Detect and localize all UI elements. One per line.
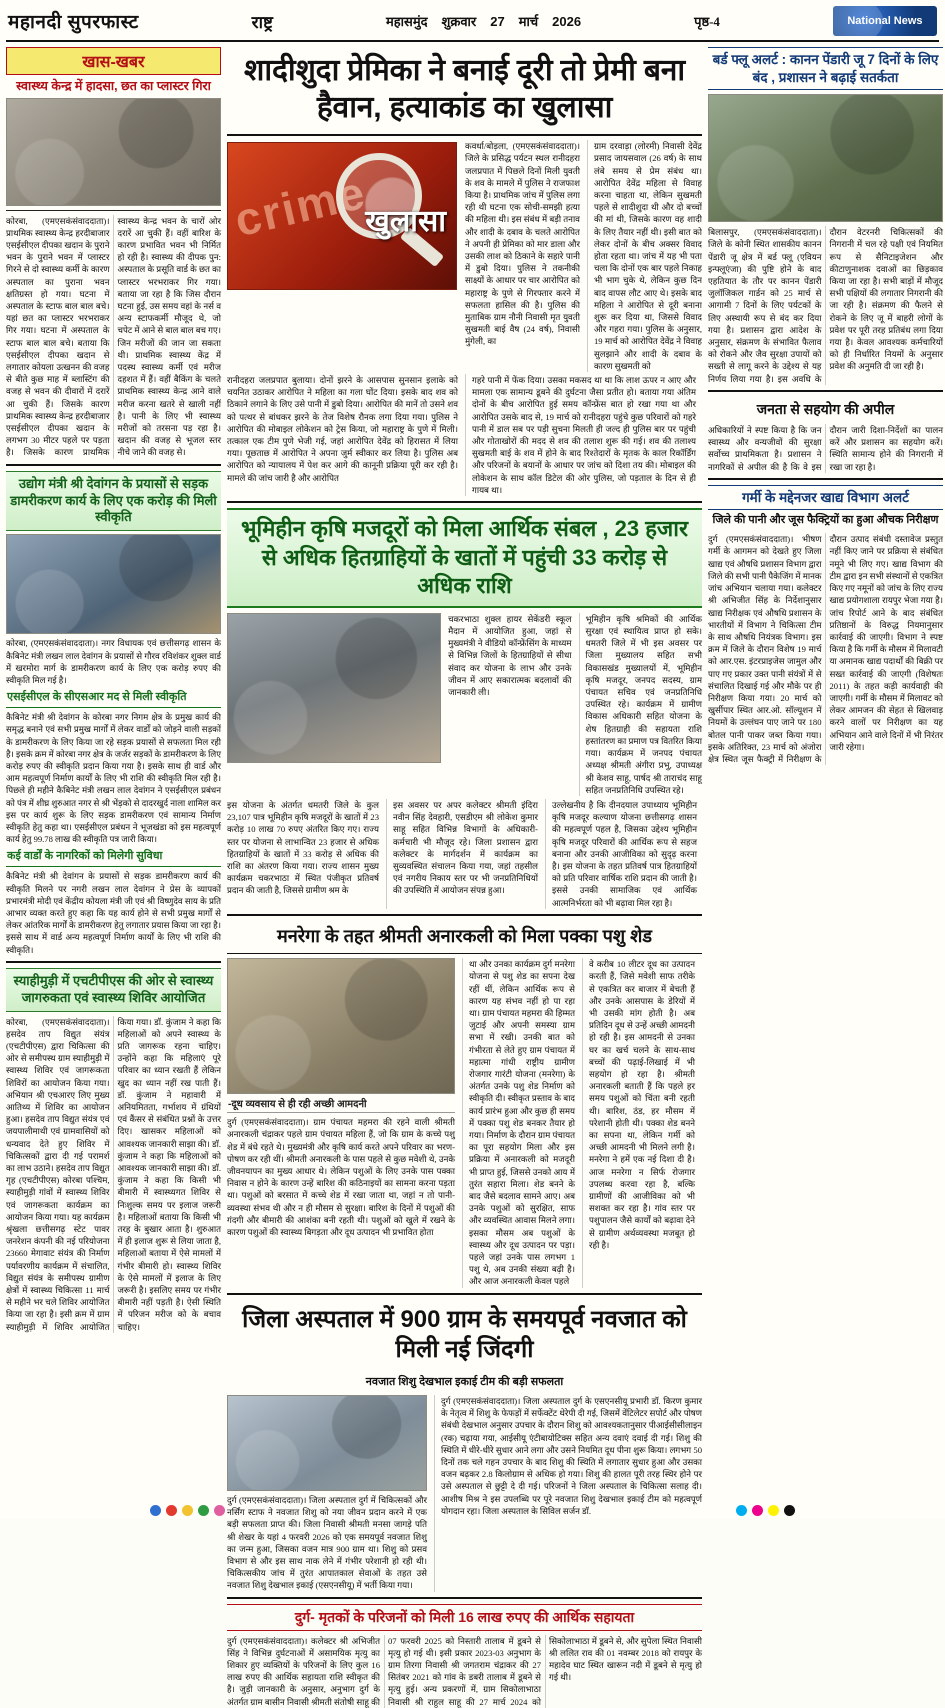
mid-story4-col-2: दुर्ग (एमएसकंसंवाददाता)। जिला अस्पताल दुर्ग के एसएनसीयू प्रभारी डॉ. किरण कुमार के नेतृत्व में शिशु के फेफड़ों में सर्फेक्टेंट थेरेपी दी गई, जिसमें वेंटिलेटर सपोर्ट और पोषण संबंधी देखभाल अनुसार उपचार के दौरान शिशु को आवश्यकतानुसार पीआईसीसीलाइन (रक) चढ़ाया गया, आईसीयू एंटीबायोटिक्स सहित अन्य दवाएं दवाई दी गई। शिशु की स्थिति में धीरे-धीरे सुधार आने लगा और उसने नियमित दूध पीना शुरू किया। लगभग 50 दिनों तक चले गहन उपचार के बाद शिशु की स्थिति में लगातार सुधार हुआ और उसका वजन बढ़कर 2.8 किलोग्राम से अधिक हो गया। शिशु की हालत पूरी तरह स्थिर होने पर उसे अस्पताल से छुट्टी दे दी गई। परिजनों ने जिला अस्पताल के चिकित्सा सलाह दी। आशीष मिश्र ने इस उपलब्धि पर पूरे नवजात शिशु देखभाल इकाई टीम को महत्वपूर्ण योगदान रहा। जिला अस्पताल के सिविल सर्जन डॉ. bbox=[434, 1395, 702, 1592]
khas-khabar-banner: खास-खबर bbox=[6, 47, 221, 75]
right-story3-body: दुर्ग (एमएसकंसंवाददाता)। भीषण गर्मी के आगमन को देखते हुए जिला खाद्य एवं औषधि प्रशासन विभाग द्वारा जिले की सभी पानी पैकेजिंग में मानक जांच अभियान चलाया गया। कलेक्टर श्री अभिजीत सिंह के निर्देशानुसार खाद्य निरीक्षक एवं औषधि प्रशासन के भारतीयों में विभाग ने चिकित्सा टीम के साथ औषधि नियंत्रक विभाग। इस क्रम में जिले के दौरान विशेष 19 मार्च को आर.एस. इंटरप्राइजेस जामुल और पाए गए प्रकार उक्त पानी संयंत्रों में से संचालित दिखाई गई और मौके पर ही निरीक्षण किया गया। 20 मार्च को खुर्सीपार स्थित आर.ओ. सॉल्यूशन में नियमों के उल्लंघन पाए जाने पर 180 बोतल पानी पाकर जब्त किया गया। इसके अतिरिक्त, 23 मार्च को अंजोरा क्षेत्र स्थित जूस फैक्ट्री में निरीक्षण के दौरान उत्पाद संबंधी दस्तावेज प्रस्तुत नहीं किए जाने पर प्रक्रिया से संबंधित नमूने भी लिए गए। खाद्य विभाग की टीम द्वारा इन सभी संस्थानों से एकत्रित किए गए नमूनों को जांच के लिए राज्य खाद्य प्रयोगशाला रायपुर भेजा गया है। जांच रिपोर्ट आने के बाद संबंधित प्रतिष्ठानों के विरुद्ध नियमानुसार कार्रवाई की जाएगी। विभाग ने स्पष्ट किया है कि गर्मी के मौसम में मिलावटी या अमानक खाद्य पदार्थों की बिक्री पर सख्त कार्रवाई की जाएगी (विशेषतः 2011) के तहत कड़ी कार्यवाही की जाएगी। गर्मी के मौसम में मिलावट को लेकर आमजन की सेहत से खिलवाड़ करने वालों पर निरीक्षण का यह अभियान आने वाले दिनों में भी निरंतर जारी रहेगा। bbox=[708, 534, 943, 764]
mid-story4-subhead: नवजात शिशु देखभाल इकाई टीम की बड़ी सफलता bbox=[365, 1376, 564, 1389]
left-story2-sub1-headline: एसईसीएल के सीएसआर मद से मिली स्वीकृति bbox=[6, 686, 221, 708]
mid-story3-col-2: था और उनका कार्यक्रम दुर्ग मनरेगा योजना से पशु शेड का सपना देख रहीं थीं, लेकिन आर्थिक रूप से कारण यह संभव नहीं हो पा रहा था। ग्राम पंचायत महमरा की हिम्मत जुटाई और अपनी समस्या ग्राम सभा में रखी। उनकी बात को गंभीरता से लेते हुए ग्राम पंचायत में महात्मा गांधी राष्ट्रीय ग्रामीण रोजगार गारंटी योजना (मनरेगा) के अंतर्गत उनके पशु शेड निर्माण को स्वीकृति दी। स्वीकृत प्रस्ताव के बाद कार्य प्रारंभ हुआ और कुछ ही समय में पक्का पशु शेड बनकर तैयार हो गया। निर्माण के दौरान ग्राम पंचायत का पूरा सहयोग मिला और इस प्रक्रिया में अनारकली को मजदूरी भी प्राप्त हुई, जिससे उनको आय में तुरंत सहारा मिला। शेड बनने के बाद जैसे बदलाव सामने आए। अब उनके पशुओं को सुरक्षित, साफ और व्यवस्थित आवास मिलने लगा। इसका मौसम अब पशुओं के स्वास्थ्य और दूध उत्पादन पर पड़ा। पहले जहां उनके पास लगभग 1 पशु थे, अब उनकी संख्या बढ़ी है। और आज अनारकली केवल पहले bbox=[462, 958, 575, 1287]
mid-story3-col-1: दुर्ग (एमएसकंसंवाददाता)। ग्राम पंचायत महमरा की रहने वाली श्रीमती अनारकली चंद्राकर पहले ग्राम पंचायत महिला हैं, जो कि ग्राम के कच्चे पशु शेड में बंधे रहते थे। मुख्यमंत्री और कृषि कार्य करते अपने परिवार का भरण-पोषण कर रही थीं। श्रीमती अनारकली के पास पहले से कुछ मवेशी थे, उनके जीवनयापन का मुख्य आधार थे। लेकिन पशुओं के लिए उनके पास पक्का निवास न होने के कारण उन्हें बारिश की कठिनाइयों का सामना करना पड़ता था। पशुओं को बरसात में कच्चे शेड में रखा जाता था, जहां न तो पानी-व्यवस्था संभव थी और न ही मौसम से सुरक्षा। बारिश के दिनों में पशुओं की गंदगी और बीमारी की आशंका बनी रहती थी। पशुओं को खुले में रखने के कारण पशुओं की स्वास्थ्य बिगड़ता और दूध उत्पादन भी प्रभावित होता bbox=[227, 1117, 455, 1237]
left-column bbox=[6, 47, 221, 1502]
crime-graphic-word: crime bbox=[229, 165, 371, 247]
right-column bbox=[708, 47, 943, 1502]
middle-column bbox=[227, 47, 702, 1707]
left-story2-sub2-body: कैबिनेट मंत्री श्री देवांगन के प्रयासों से सड़क डामरीकरण कार्य की स्वीकृति मिलने पर नगरी लखन लाल देवांगन ने प्रेस के व्यापकों प्रभारमंत्री मोदी एवं केंद्रीय कोयला मंत्री जी एवं श्री विष्णुदेव साय के प्रति आभार व्यक्त करते हुए कहा कि यह कार्य होने से सभी प्रमुख मार्गों से लेकर आंतरिक मार्गों के डामरीकरण हेतु लगातार प्रयास किया जा रहा है। इससे साथ में वार्ड अन्य महत्वपूर्ण निर्माण कार्यों के लिए भी राशि की स्वीकृति। bbox=[6, 871, 221, 955]
masthead-dateline bbox=[386, 12, 581, 30]
right-story3-headline: गर्मी के मद्देनजर खाद्य विभाग अलर्ट bbox=[708, 485, 943, 511]
masthead-month: मार्च bbox=[518, 14, 539, 29]
rubble-photo bbox=[6, 98, 221, 206]
cheque-distribution-photo-wrap bbox=[227, 613, 441, 796]
office-photo bbox=[6, 534, 221, 634]
mid-story3-col-3: वे करीब 10 लीटर दूध का उत्पादन करती हैं, जिसे मवेशी साफ तरीके से एकत्रित कर बाजार में बेचती हैं और उनके आसपास के डेरियों में भी उसकी मांग होती है। अब प्रतिदिन दूध से उन्हें अच्छी आमदनी हो रही है। इस आमदनी से उनका घर का खर्च चलने के साथ-साथ बच्चों की पढ़ाई-लिखाई में भी सहयोग हो रहा है। श्रीमती अनारकली बताती हैं कि पहले हर समय पशुओं को चिंता बनी रहती थी। बारिश, ठंड, हर मौसम में परेशानी होती थी। पक्का शेड बनने का सपना था, लेकिन गर्मी को अच्छी आमदनी भी मिलने लगी है। मनरेगा ने हमें एक नई दिशा दी है। आज मनरेगा न सिर्फ रोजगार उपलब्ध करवा रहा है, बल्कि ग्रामीणों की आजीविका को भी सशक्त कर रहा है। गांव स्तर पर पशुपालन जैसे कार्यों को बढ़ावा देने से ग्रामीण अर्थव्यवस्था मजबूत हो रही है। bbox=[582, 958, 695, 1287]
color-registration-marks-left bbox=[150, 1505, 225, 1516]
mid-story5-body: दुर्ग (एमएसकंसंवाददाता)। कलेक्टर श्री अभिजीत सिंह ने विभिन्न दुर्घटनाओं में असामयिक मृत्यु का शिकार हुए व्यक्तियों के परिजनों के लिए कुल 16 लाख रुपए की आर्थिक सहायता राशि स्वीकृत की है। जुड़ी जानकारी के अनुसार, अनुभाग दुर्ग के अंतर्गत ग्राम बासीन निवासी श्रीमती संतोषी साहू की 07 फरवरी 2025 को निस्तारी तालाब में डूबने से मृत्यु हो गई थी। इसी प्रकार 2023-03 अनुभाग के ग्राम तिरगा निवासी श्री जगतराम चंद्राकर की 27 सितंबर 2021 को गांव के डबरी तालाब में डूबने से मृत्यु हुई। अन्य प्रकरणों में, ग्राम सिकोलाभाठा निवासी श्री राहुल साहू की 27 मार्च 2024 को सिकोलाभाठा में डूबने से, और सुपेला स्थित निवासी श्री ललित राव की 01 नवम्बर 2018 को रायपुर के महादेव घाट स्थित खारून नदी में डूबने से मृत्यु हो गई थी। bbox=[227, 1635, 702, 1707]
lead-col-1: कवर्धा/बोड़ला, (एमएसकंसंवाददाता)। जिले के प्रसिद्ध पर्यटन स्थल रानीदहरा जलप्रपात में पिछले दिनों मिली युवती के शव के मामले में पुलिस ने राजफाश किया है। प्राथमिक जांच में पुलिस लगा रही थी घटना एक सोची-समझी हत्या की महिला थी। इस संबंध में बड़ी तनाव और शादी के दबाव के चलते आरोपित ने अपनी ही प्रेमिका को मार डाला और उसकी लाश को ठिकाने के सहारे पानी में डुबो दिया। पुलिस ने तकनीकी साक्ष्यों के आधार पर चार आरोपित को महाराष्ट्र के पुणे से गिरफ्तार करने में सफलता हासिल की है। पुलिस की मुताबिक ग्राम नौनी निवासी मृत युवती सुखमती बाई वैष (24 वर्ष), निवासी मुंगेली, का bbox=[465, 141, 580, 347]
mid-story4-col-1: दुर्ग (एमएसकंसंवाददाता)। जिला अस्पताल दुर्ग में चिकित्सकों और नर्सिंग स्टाफ ने नवजात शिशु को नया जीवन प्रदान करने में एक बड़ी सफलता प्राप्त की। जिला निवासी श्रीमती मनसा जागड़े पति श्री शेखर के यहां 4 फरवरी 2026 को एक समयपूर्व नवजात शिशु का जन्म हुआ, जिसका वजन मात्र 900 ग्राम था। शिशु को प्रसव विभाग से और इस साथ नाक लेने में गंभीर परेशानी हो रही थी। चिकित्सकीय जांच में तुरंत आपातकाल सेवाओं के तहत उसे नवजात शिशु देखभाल इकाई (एसएनसीयू) में भर्ती किया गया। bbox=[227, 1495, 427, 1591]
left-story3-headline: स्याहीमुड़ी में एचटीपीएस की ओर से स्वास्थ्य जागरुकता एवं स्वास्थ्य शिविर आयोजित bbox=[6, 968, 221, 1012]
hospital-nicu-photo bbox=[227, 1395, 427, 1491]
masthead-place: महासमुंद bbox=[385, 14, 428, 29]
right-story1-body: बिलासपुर, (एमएसकंसंवाददाता)। जिले के कोनी स्थित शासकीय कानन पेंडारी जू क्षेत्र में बर्ड फ्लू (एवियन इन्फ्लूएंजा) की पुष्टि होने के बाद एहतियात के तौर पर कानन पेंडारी जुलॉजिकल गार्डन को 25 मार्च से आगामी 7 दिनों के लिए पर्यटकों के लिए अस्थायी रूप से बंद कर दिया गया है। प्रशासन द्वारा आदेश के अनुसार, संक्रमण के संभावित फैलाव को रोकने और जैव सुरक्षा उपायों को सख्ती से लागू करने के उद्देश्य से यह निर्णय लिया गया है। इस अवधि के दौरान वेटरनरी चिकित्सकों की निगरानी में चल रहे पक्षी एवं नियमित रूप से सैनिटाइजेशन और कीटाणुनाशक दवाओं का छिड़काव किया जा रहा है। सभी बाड़ों में मौजूद सभी पक्षियों की लगातार निगरानी की जा रही है। संक्रमण की फैलने से रोकने के लिए जू में बाहरी लोगों के प्रवेश पर पूरी तरह प्रतिबंध लगा दिया गया है। केवल आवश्यक कर्मचारियों को ही निर्धारित नियमों के अनुसार प्रवेश की अनुमति दी जा रही है। bbox=[708, 227, 943, 384]
masthead-edition: राष्ट्र bbox=[251, 12, 273, 32]
right-story2-headline: जनता से सहयोग की अपील bbox=[756, 400, 895, 417]
mid-story2-col-1: चकरभाठा शुक्ल हायर सेकेंडरी स्कूल मैदान में आयोजित हुआ, जहां से मुख्यमंत्री ने वीडियो कॉन्फ्रेंसिंग के माध्यम से विभिन्न जिलों के हितग्राहियों से सीधा संवाद कर योजना के लाभ और उनके जीवन में आए सकारात्मक बदलावों की जानकारी ली। bbox=[448, 613, 572, 698]
mid-story2-col-4: इस अवसर पर अपर कलेक्टर श्रीमती इंदिरा नवीन सिंह देवहारी, एसडीएम श्री लोकेश कुमार साहू सहित विभिन्न विभागों के अधिकारी-कर्मचारी भी मौजूद रहे। जिला प्रशासन द्वारा कलेक्टर के मार्गदर्शन में कार्यक्रम का सुव्यवस्थित संचालन किया गया, जहां तहसील एवं नगरीय निकाय स्तर पर भी जनप्रतिनिधियों की उपस्थिति में आयोजन संपन्न हुआ। bbox=[386, 799, 538, 909]
mid-story2-col-2: भूमिहीन कृषि श्रमिकों की आर्थिक सुरक्षा एवं स्थायित्व प्राप्त हो सके। धमतरी जिले में भी इस अवसर पर जिला मुख्यालय सहित सभी विकासखंड मुख्यालयों में, भूमिहीन कृषि मजदूर, जनपद सदस्य, ग्राम पंचायत सचिव एवं जनप्रतिनिधि उपस्थित रहे। कार्यक्रम में ग्रामीण विकास अधिकारी सहित योजना के शेष हितग्राही की सहायता राशि हस्तांतरण का प्रमाण पत्र वितरित किया गया। कार्यक्रम में जनपद पंचायत अध्यक्ष श्रीमती अंगीरा प्रभु, उपाध्यक्ष श्री केशव साहू, पार्षद श्री ताराचंद साहू सहित जनप्रतिनिधि उपस्थित रहे। bbox=[579, 613, 702, 796]
lead-col-4: गहरे पानी में फेंक दिया। उसका मकसद था था कि लाश ऊपर न आए और मामला एक सामान्य डूबने की दुर्घटना जैसा प्रतीत हो। बताया गया अंतिम दोनों के बीच आरोपित हुई समय कॉन्फ्रेंस बात हो रखा गया था और आरोपित उसके बाद से, 19 मार्च को रानीदहरा पहुंचे कुछ परिवारों को गहरे पानी में डाल सब पर पड़ी सुचना मिलती ही जल्द ही पुलिस बार पर पहुंची और गोताखोरों की मदद से शव की तलाश शुरू की गई। शव की तलाश्य सुखमती बाई के शव में होने के बाद रिश्तेदारों के मृतक के काल रिकॉर्डिंग और परिजनों के बयानों के आधार पर जांच को दिशा तय की। मोबाइल की लोकेशन के साथ कॉल डिटेल की ओर पुलिस, जो पड़ताल के दिन से ही गायब था। bbox=[465, 374, 696, 496]
left-story2-headline: उद्योग मंत्री श्री देवांगन के प्रयासों से सड़क डामरीकरण कार्य के लिए एक करोड़ की मिली स्वीकृति bbox=[6, 471, 221, 532]
color-registration-marks-right bbox=[736, 1505, 795, 1516]
mid-story3-headline: मनरेगा के तहत श्रीमती अनारकली को मिला पक्का पशु शेड bbox=[227, 921, 702, 954]
left-story2-body: कोरबा, (एमएसकंसंवाददाता)। नगर विधायक एवं छत्तीसगढ़ शासन के कैबिनेट मंत्री लखन लाल देवांगन के प्रयासों से गौरव रविशंकर शुक्ल वार्ड में खरमोरा मार्ग के डामरीकरण कार्य के लिए एक करोड़ रुपए की स्वीकृति मिल गई है। bbox=[6, 638, 221, 685]
crime-graphic bbox=[227, 142, 457, 290]
masthead-title: महानदी सुपरफास्ट bbox=[8, 12, 139, 33]
masthead bbox=[6, 4, 939, 42]
lead-col-2: ग्राम दरवाड़ा (लोरमी) निवासी देवेंद्र प्रसाद जायसवाल (26 वर्ष) के साथ लंबे समय से प्रेम संबंध था। आरोपित देवेंद्र महिला से विवाह करना चाहता था, लेकिन सुखमती पहले से शादीशुदा थी और दो बच्चों की मां थी, जिसके कारण वह शादी के लिए तैयार नहीं थी। इसी बात को लेकर दोनों के बीच अक्सर विवाद होता रहता था। जांच में यह भी पता चला कि दोनों एक बार पहले निकाह भी भाग चुके थे, लेकिन कुछ दिन बाद वापस लौट आए थे। इसके बाद महिला ने आरोपित से दूरी बनाना शुरू कर दिया था, जिससे विवाद और गहरा गया। पुलिस के अनुसार, 19 मार्च को आरोपित देवेंद्र ने विवाह सुलझाने और शादी के दबाव के कारण सुखमती को bbox=[587, 140, 702, 372]
zoo-gate-photo bbox=[708, 94, 943, 222]
cheque-distribution-photo bbox=[227, 613, 441, 763]
left-story1-headline: स्वास्थ्य केन्द्र में हादसा, छत का प्लास्टर गिरा bbox=[16, 79, 211, 93]
mid-story2-headline: भूमिहीन कृषि मजदूरों को मिला आर्थिक संबल , 23 हजार से अधिक हितग्राहियों के खातों में पहुंची 33 करोड़ से अधिक राशि bbox=[227, 508, 702, 608]
left-story2-sub1-body: कैबिनेट मंत्री श्री देवांगन के कोरबा नगर निगम क्षेत्र के प्रमुख कार्य की समृद्ध बनाने एवं सभी प्रमुख मार्गों में लेकर वार्डों को जोड़ने वाली सड़कों के डामरीकरण के लिए किया जा रहे सड़क प्रयासों से सफलता मिल रही है। इसके क्रम में कोरबा नगर क्षेत्र के जर्जर सड़कों के डामरीकरण के लिए करोड़ रुपए की स्वीकृति प्रदान किया गया है। इसके साथ ही वार्ड और आम महत्वपूर्ण निर्माण कार्यों के लिए भी राशि की स्वीकृति मिल रही है। पिछले ही महीने कैबिनेट मंत्री लखन लाल देवांगन ने एसईसीएल प्रबंधन को पंत्र में शीघ्र शुरुआत नगर से श्री भेंड़को से दादरखुर्द नाला शामिल कर इस पर कार्य शुरू के लिए सड़क डामरीकरण एवं सामान्य निर्माण स्वीकृति हेतु कहा था। एसईसीएल प्रबंधन ने भूजखंडा को इस महत्वपूर्ण कार्य हेतु 99.78 लाख की स्वीकृति पत्र जारी किया। bbox=[6, 712, 221, 845]
masthead-year: 2026 bbox=[552, 13, 582, 29]
mid-story4-headline: जिला अस्पताल में 900 ग्राम के समयपूर्व नवजात को मिली नई जिंदगी bbox=[242, 1305, 687, 1364]
masthead-date: 27 bbox=[490, 13, 505, 29]
cattle-shed-photo bbox=[227, 958, 455, 1094]
page-number: पृष्ठ-4 bbox=[694, 14, 720, 29]
crime-graphic-hindi-word: खुलासा bbox=[365, 205, 446, 239]
publication-logo: National News bbox=[833, 6, 937, 36]
left-story1-body: कोरबा, (एमएसकंसंवाददाता)। प्राथमिक स्वास्थ्य केन्द्र हरदीबाजार एसईसीएल दीपका खदान के पुराने भवन के पुराने भवन में प्लास्टर गिरने से दो स्वास्थ्य कर्मी के कारण अस्पताल का पुराना भवन क्षतिग्रस्त हो गया। घटना में अस्पताल के स्टाफ बाल बाल बचे। यहां छत का प्लास्टर भरभराकर गिर गया। घटना में अस्पताल के स्टाफ बाल बाल बचे। बताया कि एसईसीएल दीपका खदान से लगातार कोयला उत्खनन की वजह से बीते कुछ माह में ब्लास्टिंग की वजह से भवन की दीवारों में दरारें आ चुकी हैं। जिसके कारण प्राथमिक स्वास्थ्य केन्द्र हरदीबाजार एसईसीएल दीपका खदान के लगभग 30 मीटर पहले पर पड़ता है। जिसके कारण प्राथमिक स्वास्थ्य केन्द्र भवन के चारों ओर दरारें आ चुकी हैं। वहीं बारिश के कारण प्रभावित भवन भी निर्मित हो रही है। स्वास्थ्य की दीपक पुन: अस्पताल के प्रसूति वार्ड के छत का प्लास्टर भरभराकर गिर गया। बताया जा रहा है कि जिस दौरान घटना हुई, उस समय वहां के नर्स व अन्य स्टाफकर्मी मौजूद थे, जो चपेट में आने से बाल बाल बच गए। जिन मरीजों की जान जा सकता थी। प्राथमिक स्वास्थ्य केंद्र में पदस्थ स्वास्थ्य कर्मी एवं मरीज दहशत में हैं। वहीं बैकिंग के चलते प्राथमिक स्वास्थ्य केन्द्र आने वाले मरीज करना खतरे से खाली नहीं है। पानी के लिए भी स्वास्थ्य मरीजों को तरसना पड़ रहा है। खदान की वजह से भूजल स्तर नीचे जाने की वजह से। bbox=[6, 215, 221, 458]
left-story2-sub2-headline: कई वार्डों के नागरिकों को मिलेगी सुविधा bbox=[6, 845, 221, 867]
mid-story3-subhead: -दूध व्यवसाय से ही रही अच्छी आमदनी bbox=[227, 1094, 455, 1113]
mid-story2-col-3: इस योजना के अंतर्गत धमतरी जिले के कुल 23,107 पात्र भूमिहीन कृषि मजदूरों के खातों में 23 करोड़ 10 लाख 70 रुपए अंतरित किए गए। राज्य स्तर पर योजना से लाभान्वित 23 हजार से अधिक हितग्राहियों के खातों में 33 करोड़ से अधिक की राशि का अंतरण किया गया। राज्य शासन मुख्य कार्यक्रम चकरभाठा में स्थित पंजीकृत प्रतिवर्ष प्रदान की जाती है, जिससे ग्रामीण श्रम के bbox=[227, 799, 379, 896]
mid-story5-headline: दुर्ग- मृतकों के परिजनों को मिली 16 लाख रुपए की आर्थिक सहायता bbox=[227, 1604, 702, 1631]
lead-col-3: रानीदहरा जलप्रपात बुलाया। दोनों झरने के आसपास सुनसान इलाके को चयनित उठाकर आरोपित ने महिला का गला घोंट दिया। इसके बाद शव को ठिकाने लगाने के लिए उसे पानी में डुबो दिया। आरोपित की मानें तो उसने शव को पत्थर से बांधकर झरने के तेज विशेष रौनक लगा दिया गया। पुलिस ने आरोपित की मोबाइल लोकेशन को ट्रेस किया, जो महाराष्ट्र के पुणे में मिली। तत्काल एक टीम पुणे भेजी गई, जहां आरोपित देवेंद्र को हिरासत में लिया गया। पूछताछ में आरोपित ने अपना जुर्म स्वीकार कर लिया है। पुलिस अब आरोपित को न्यायालय में पेश कर आगे की कानूनी प्रक्रिया पूरी कर रही है। मामले की जांच जारी है और आरोपित bbox=[227, 375, 458, 483]
lead-headline: शादीशुदा प्रेमिका ने बनाई दूरी तो प्रेमी बना हैवान, हत्याकांड का खुलासा bbox=[227, 47, 702, 136]
right-story1-headline: बर्ड फ्लू अलर्ट : कानन पेंडारी जू 7 दिनों के लिए बंद , प्रशासन ने बढ़ाई सतर्कता bbox=[708, 47, 943, 90]
right-story2-body: अधिकारियों ने स्पष्ट किया है कि जन स्वास्थ्य और वन्यजीवों की सुरक्षा सर्वोच्च प्राथमिकता है। प्रशासन ने नागरिकों से अपील की है कि वे इस दौरान जारी दिशा-निर्देशों का पालन करें और प्रशासन का सहयोग करें। स्थिति सामान्य होने की निगरानी में रखा जा रहा है। bbox=[708, 424, 943, 472]
right-story3-subhead: जिले की पानी और जूस फैक्ट्रियों का हुआ औचक निरीक्षण bbox=[712, 514, 939, 527]
masthead-day: शुक्रवार bbox=[441, 14, 477, 29]
left-story3-body: कोरबा, (एमएसकंसंवाददाता)। हसदेव ताप विद्युत संयंत्र (एचटीपीएस) द्वारा चिकित्सा की ओर से समीपस्थ ग्राम स्याहीमुड़ी में स्वास्थ्य शिविर एवं जागरूकता शिविरों का आयोजन किया गया। अभियान श्री एचआरए लिए मुख्य आतिथ्य में शिविर का आयोजन हुआ। हसदेव ताप विद्युत संयंत्र एवं जयपालीमाथी एवं ग्रामवासियों को धन्यवाद देते हुए शिविर में चिकित्सकों द्वारा दी गई परामर्श का लाभ उठाने। हसदेव ताप विद्युत गृह (एचटीपीएस) कोरबा पश्चिम, स्याहीमुड़ी गांवों में स्वास्थ्य शिविर एवं जागरूकता कार्यक्रम का आयोजन किया गया। यह कार्यक्रम श्रृंखला छत्तीसगढ़ स्टेट पावर जनरेशन कंपनी की नई परियोजना 23660 मेगावाट संयंत्र की निर्माण पर्यावरणीय कार्यक्रम में संचालित, विद्युत संयंत्र के समीपस्थ ग्रामीण क्षेत्रों में स्वास्थ्य चिकित्सा 11 मार्च से महीने भर चले शिविर आयोजित किया जा रहा है। इसी क्रम में ग्राम स्याहीमुड़ी में शिविर आयोजित किया गया। डॉ. कुंजाम ने कहा कि महिलाओं को अपने स्वास्थ्य के प्रति जागरूक रहना चाहिए। उन्होंने कहा कि महिलाएं पूरे परिवार का ध्यान रखती हैं लेकिन खुद का ध्यान नहीं रख पाती हैं। डॉ. कुंजाम ने महावारी में अनियमितता, गर्भाशय में ग्रंथियों एवं कैंसर से संबंधित प्रश्नों के उत्तर दिए। खासकर महिलाओं को आवश्यक जानकारी साझा की। डॉ. कुंजाम ने कहा कि महिलाओं को आवश्यक जानकारी साझा की। डॉ. कुंजाम ने कहा कि किसी भी बीमारी में स्वास्थ्यगत शिविर से निःशुल्क समय पर इलाज जरूरी है। महिलाओं बताया कि किसी भी तरह के बुखार आता है। शुरुआत में ही इलाज शुरू से लिया जाता है, महिलाओं बताया में ऐसे मामलों में गंभीर बीमारी हो। स्वास्थ्य शिविर के ऐसे मामलों में इलाज के लिए जरूरी है। इसलिए समय पर गंभीर बीमारी नहीं पड़ती है। ऐसी स्थिति में परिजन मरीज को के बचाव चाहिए। bbox=[6, 1016, 221, 1332]
mid-story2-col-5: उल्लेखनीय है कि दीनदयाल उपाध्याय भूमिहीन कृषि मजदूर कल्याण योजना छत्तीसगढ़ शासन की महत्वपूर्ण पहल है, जिसका उद्देश्य भूमिहीन कृषि मजदूर परिवारों की आर्थिक रूप से सहज बनाना और उनकी आजीविका को सुदृढ़ करना है। इस योजना के तहत प्रतिवर्ष पात्र हितग्राहियों को प्रति परिवार वार्षिक राशि प्रदान की जाती है। इससे उनकी सामाजिक एवं आर्थिक आत्मनिर्भरता को भी बढ़ावा मिल रहा है। bbox=[545, 799, 697, 909]
